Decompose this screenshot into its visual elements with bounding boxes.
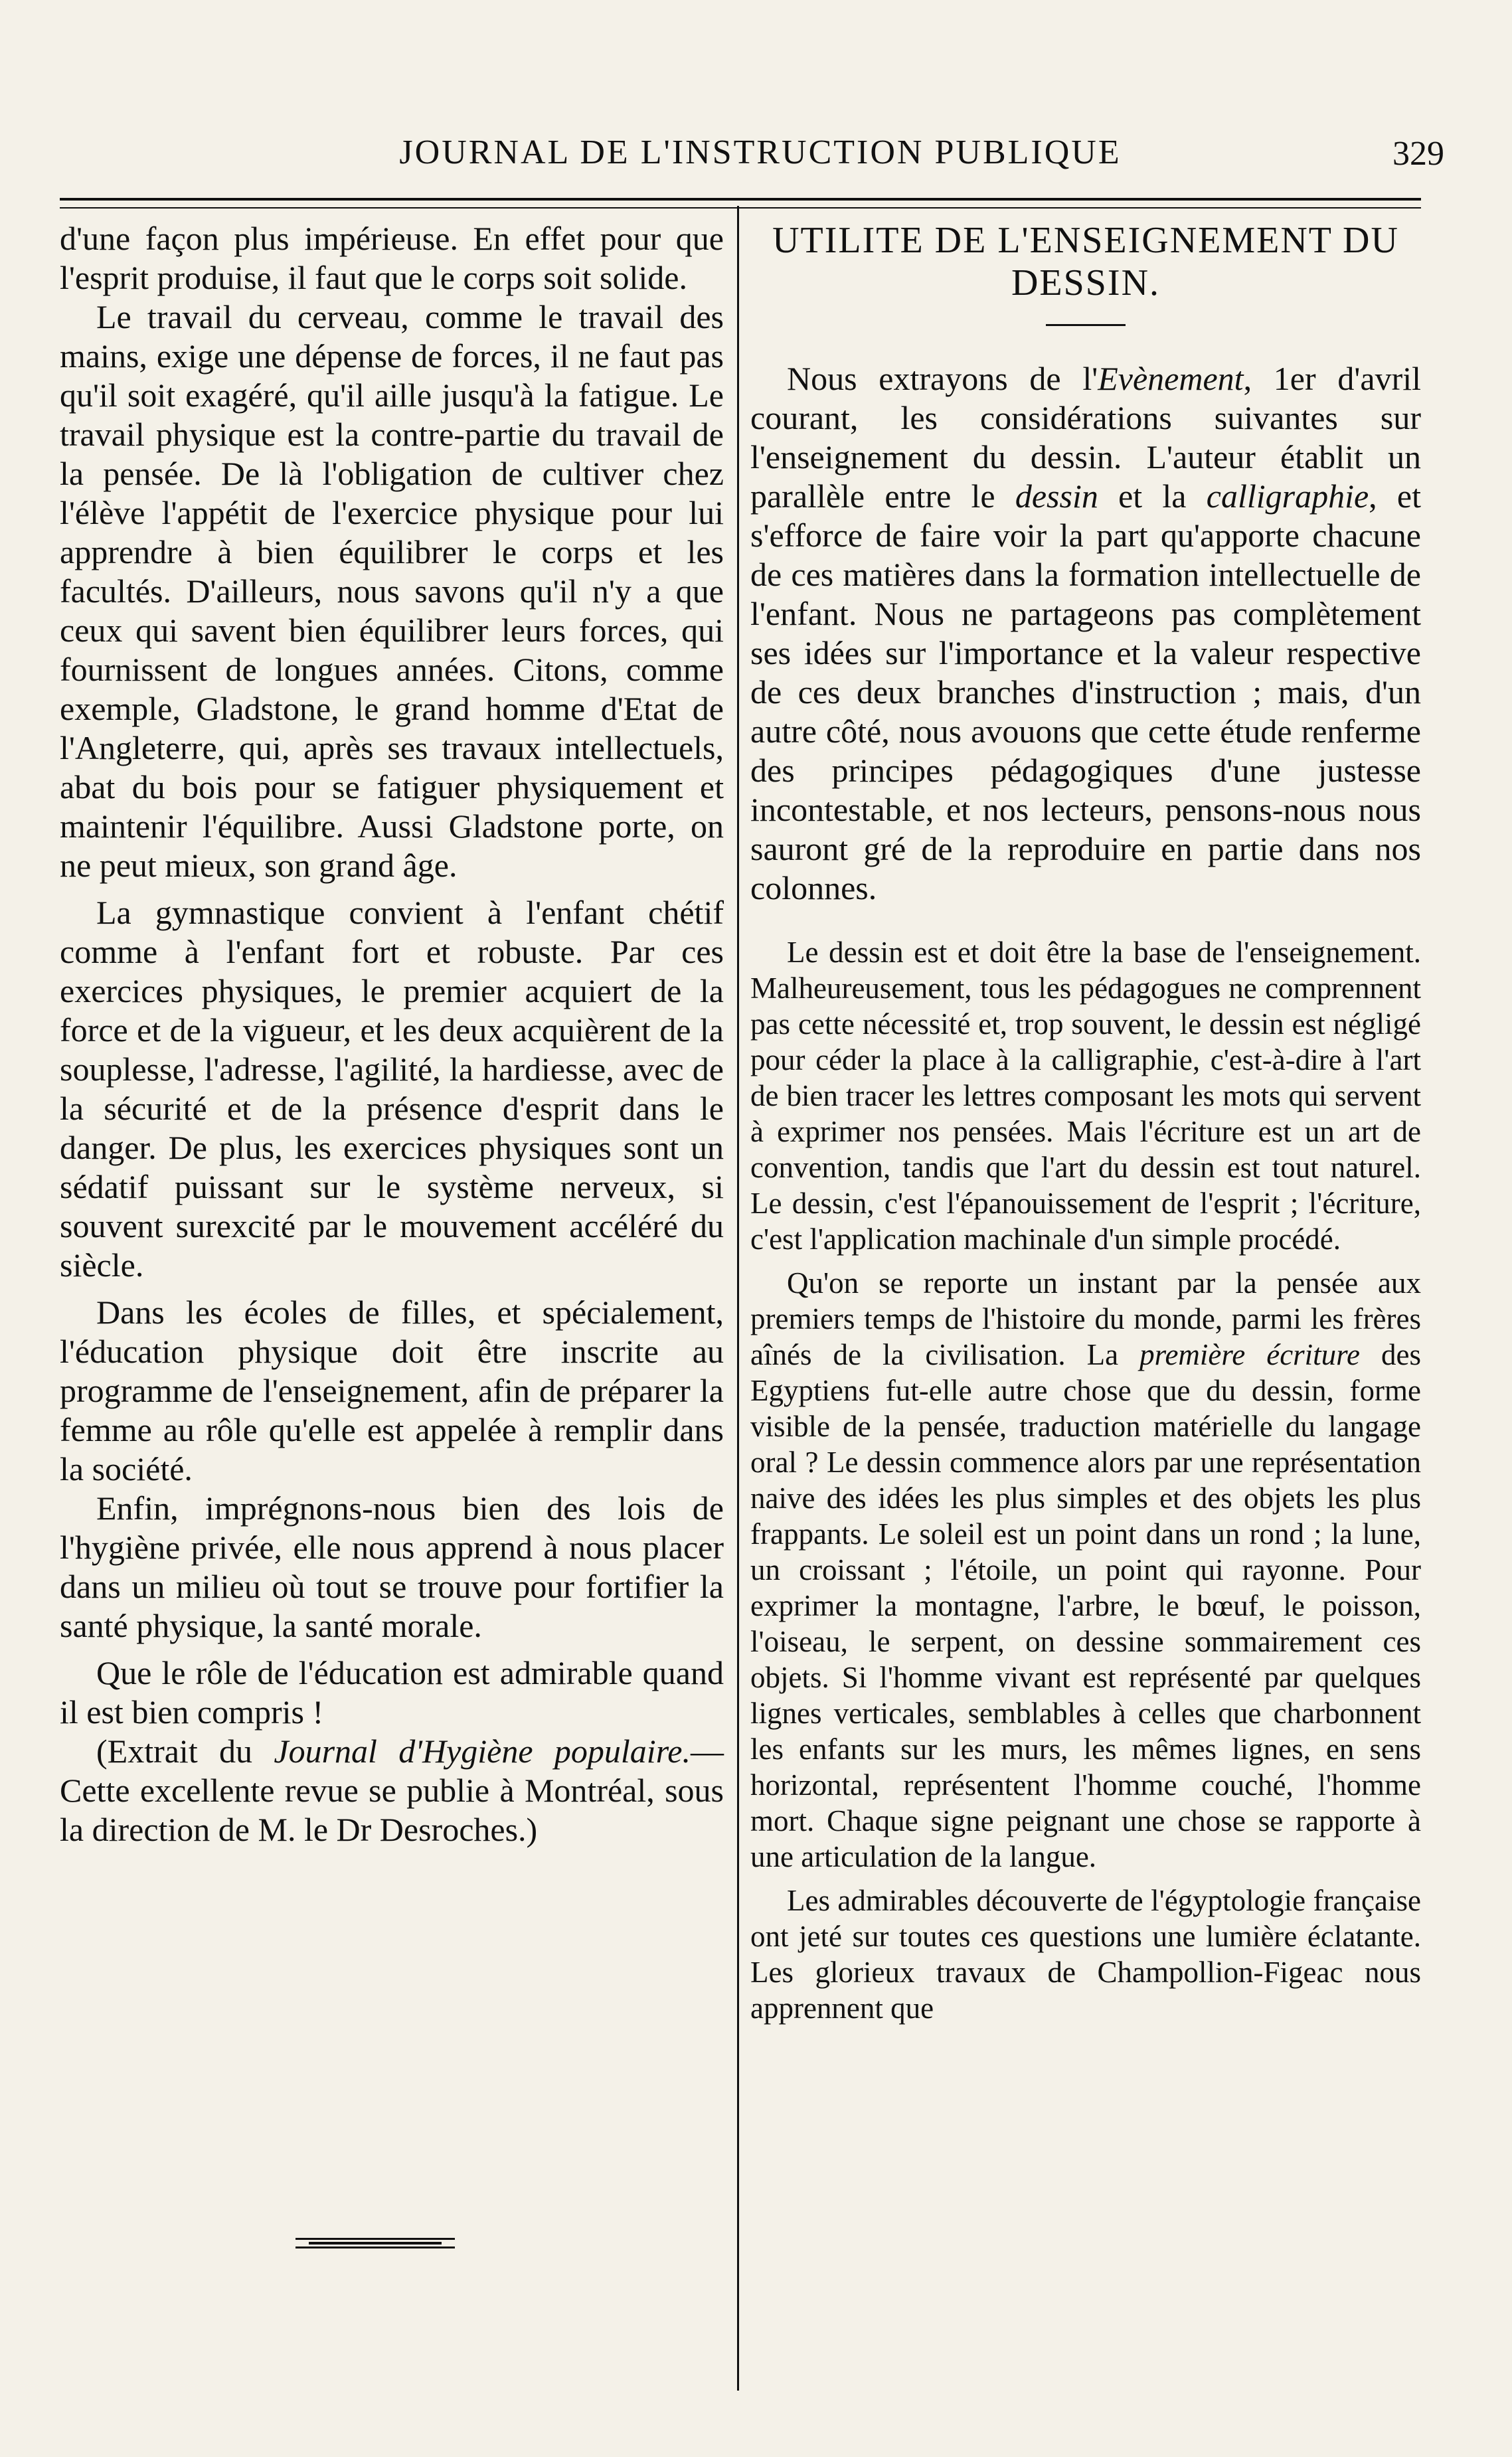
paragraph-text: Qu'on se reporte un instant par la pensée aux premiers temps de l'histoire du monde, parmi les frères aînés de la civilisation. La [750,1266,1421,1371]
intro-paragraph [750,359,1421,908]
source-close: —Cette excellente revue se publie à Montréal, sous la direction de M. le Dr Desroches.) [60,1733,724,1848]
intro-italic: Evènement [1098,360,1244,397]
paragraph: Enfin, imprégnons-nous bien des lois de l'hygiène privée, elle nous apprend à nous placer dans un milieu où tout se trouve pour fortifier la santé physique, la santé morale. [60,1489,724,1644]
section-end-ornament [295,2238,455,2245]
paragraph: Les admirables découverte de l'égyptologie française ont jeté sur toutes ces questions une lumière éclatante. Les glorieux travaux de Champollion-Figeac nous apprennent que [750,1884,1421,2025]
header-rule-thin [60,207,1421,209]
intro-text: Nous extrayons de l' [787,360,1098,397]
paragraph [750,1265,1421,1875]
paragraph: Le dessin est et doit être la base de l'enseignement. Malheureusement, tous les pédagogues ne comprennent pas cette nécessité et, trop souvent, le dessin est négligé pour céder la place à la calligraphie, c'est-à-dire à l'art de bien tracer les lettres composant les mots qui servent à exprimer nos pensées. Mais l'écriture est un art de convention, tandis que l'art du dessin est tout naturel. Le dessin, c'est l'épanouissement de l'esprit ; l'écriture, c'est l'application machinale d'un simple procédé. [750,936,1421,1256]
paragraph-text: des Egyptiens fut-elle autre chose que du dessin, forme visible de la pensée, traduction matérielle du langage oral ? Le dessin commence alors par une représentation naive des idées les plus simples et des objets les plus frappants. Le soleil est un point dans un rond ; la lune, un croissant ; l'étoile, un point qui rayonne. Pour exprimer la montagne, l'arbre, le bœuf, le poisson, l'oiseau, le serpent, on dessine sommairement ces objets. Si l'homme vivant est représenté par quelques lignes verticales, semblables à celles que charbonnent les enfants sur les murs, les mêmes lignes, en sens horizontal, représentent l'homme couché, l'homme mort. Chaque signe peignant une chose se rapporte à une articulation de la langue. [750,1338,1421,1873]
source-title: Journal d'Hygiène populaire. [274,1733,691,1770]
source-note [60,1732,724,1849]
column-divider [737,206,739,2391]
intro-text: et la [1098,477,1207,515]
paragraph: Dans les écoles de filles, et spécialement, l'éducation physique doit être inscrite au programme de l'enseignement, afin de préparer la femme au rôle qu'elle est appelée à remplir dans la société. [60,1294,724,1487]
paragraph: Le travail du cerveau, comme le travail des mains, exige une dépense de forces, il ne faut pas qu'il soit exagéré, qu'il aille jusqu'à la fatigue. Le travail physique est la contre-partie du travail de la pensée. De là l'obligation de cultiver chez l'élève l'appétit de l'exercice physique pour lui apprendre à bien équilibrer le corps et les facultés. D'ailleurs, nous savons qu'il n'y a que ceux qui savent bien équilibrer leurs forces, qui fournissent de longues années. Citons, comme exemple, Gladstone, le grand homme d'Etat de l'Angleterre, qui, après ses travaux intellectuels, abat du bois pour se fatiguer physiquement et maintenir l'équilibre. Aussi Gladstone porte, on ne peut mieux, son grand âge. [60,298,724,884]
right-column [750,219,1421,2026]
intro-text: , 1er d'avril courant, les considérations suivantes sur l'enseignement du dessin. L'auteur établit un parallèle entre le [750,360,1422,515]
source-open: (Extrait du [96,1733,274,1770]
article-title: UTILITE DE L'ENSEIGNEMENT DU DESSIN. [772,220,1399,303]
paragraph: d'une façon plus impérieuse. En effet pour que l'esprit produise, il faut que le corps soit solide. [60,220,724,296]
title-rule [1046,324,1126,326]
paragraph: La gymnastique convient à l'enfant chétif comme à l'enfant fort et robuste. Par ces exercices physiques, le premier acquiert de la force et de la vigueur, et les deux acquièrent de la souplesse, l'adresse, l'agilité, la hardiesse, avec de la sécurité et de la présence d'esprit dans le danger. De plus, les exercices physiques sont un sédatif puissant sur le système nerveux, si souvent surexcité par le mouvement accéléré du siècle. [60,894,724,1284]
paragraph-italic: première écriture [1139,1338,1360,1371]
paragraph: Que le rôle de l'éducation est admirable quand il est bien compris ! [60,1654,724,1731]
running-header: JOURNAL DE L'INSTRUCTION PUBLIQUE [399,133,1122,171]
page-number: 329 [1392,135,1444,173]
intro-italic: calligraphie [1206,477,1369,515]
intro-italic: dessin [1015,477,1098,515]
left-column [60,219,724,1849]
intro-text: , et s'efforce de faire voir la part qu'apporte chacune de ces matières dans la formation intellectuelle de l'enfant. Nous ne partageons pas complètement ses idées sur l'importance et la valeur respective de ces deux branches d'instruction ; mais, d'un autre côté, nous avouons que cette étude renferme des principes pédagogiques d'une justesse incontestable, et nos lecteurs, pensons-nous nous sauront gré de la reproduire en partie dans nos colonnes. [750,477,1421,906]
header-rule [60,198,1421,201]
